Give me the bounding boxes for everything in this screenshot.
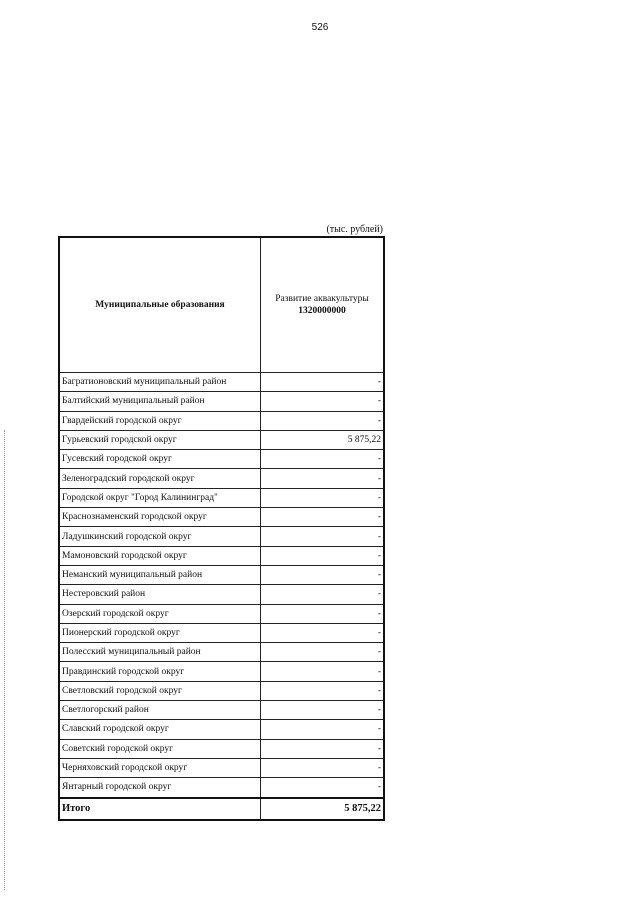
table-row	[59, 546, 384, 565]
aquaculture-value: -	[260, 662, 384, 681]
municipality-name: Зеленоградский городской округ	[59, 469, 260, 488]
aquaculture-value: -	[260, 508, 384, 527]
table-row	[59, 778, 384, 798]
municipality-name: Полесский муниципальный район	[59, 643, 260, 662]
table-row	[59, 411, 384, 430]
municipality-name: Правдинский городской округ	[59, 662, 260, 681]
table-row	[59, 720, 384, 739]
municipality-name: Янтарный городской округ	[59, 778, 260, 798]
aquaculture-value: -	[260, 681, 384, 700]
table-row	[59, 430, 384, 449]
column-header-aquaculture	[260, 237, 384, 373]
municipality-name: Пионерский городской округ	[59, 623, 260, 642]
table-row	[59, 623, 384, 642]
municipality-name: Неманский муниципальный район	[59, 565, 260, 584]
table-header-row	[59, 237, 384, 373]
municipality-name: Гвардейский городской округ	[59, 411, 260, 430]
aquaculture-value: -	[260, 565, 384, 584]
table-row	[59, 681, 384, 700]
total-value: 5 875,22	[260, 798, 384, 820]
margin-scan-marks	[4, 430, 6, 890]
aquaculture-value: -	[260, 546, 384, 565]
units-label: (тыс. рублей)	[326, 224, 383, 235]
table-row	[59, 488, 384, 507]
table-row	[59, 585, 384, 604]
column-header-title: Развитие аквакультуры	[275, 294, 369, 304]
column-header-municipalities: Муниципальные образования	[59, 237, 260, 373]
municipality-name: Озерский городской округ	[59, 604, 260, 623]
table-row	[59, 469, 384, 488]
municipality-name: Нестеровский район	[59, 585, 260, 604]
aquaculture-value: -	[260, 411, 384, 430]
municipality-name: Мамоновский городской округ	[59, 546, 260, 565]
table-row	[59, 701, 384, 720]
table-row	[59, 565, 384, 584]
municipality-name: Балтийский муниципальный район	[59, 392, 260, 411]
table-row	[59, 392, 384, 411]
aquaculture-value: -	[260, 604, 384, 623]
municipality-name: Советский городской округ	[59, 739, 260, 758]
table-row	[59, 643, 384, 662]
column-header-code: 1320000000	[298, 306, 346, 316]
table-row	[59, 662, 384, 681]
table-row	[59, 508, 384, 527]
aquaculture-value: -	[260, 758, 384, 777]
table-row	[59, 527, 384, 546]
municipality-name: Багратионовский муниципальный район	[59, 373, 260, 392]
aquaculture-value: -	[260, 623, 384, 642]
aquaculture-value: -	[260, 720, 384, 739]
aquaculture-value: -	[260, 450, 384, 469]
table-row	[59, 373, 384, 392]
aquaculture-value: -	[260, 469, 384, 488]
aquaculture-value: -	[260, 527, 384, 546]
aquaculture-value: -	[260, 392, 384, 411]
aquaculture-value: -	[260, 585, 384, 604]
table-row	[59, 739, 384, 758]
aquaculture-value: -	[260, 701, 384, 720]
aquaculture-value: -	[260, 643, 384, 662]
municipality-name: Краснознаменский городской округ	[59, 508, 260, 527]
aquaculture-value: -	[260, 373, 384, 392]
budget-table	[58, 236, 385, 821]
municipality-name: Гусевский городской округ	[59, 450, 260, 469]
aquaculture-value: -	[260, 739, 384, 758]
total-row	[59, 798, 384, 820]
table-row	[59, 758, 384, 777]
municipality-name: Городской округ "Город Калининград"	[59, 488, 260, 507]
municipality-name: Гурьевский городской округ	[59, 430, 260, 449]
table-body	[59, 373, 384, 798]
table-row	[59, 450, 384, 469]
page-number: 526	[311, 22, 329, 33]
municipality-name: Ладушкинский городской округ	[59, 527, 260, 546]
municipality-name: Славский городской округ	[59, 720, 260, 739]
municipality-name: Черняховский городской округ	[59, 758, 260, 777]
table-row	[59, 604, 384, 623]
municipality-name: Светловский городской округ	[59, 681, 260, 700]
municipality-name: Светлогорский район	[59, 701, 260, 720]
total-label: Итого	[59, 798, 260, 820]
aquaculture-value: -	[260, 488, 384, 507]
aquaculture-value: 5 875,22	[260, 430, 384, 449]
aquaculture-value: -	[260, 778, 384, 798]
